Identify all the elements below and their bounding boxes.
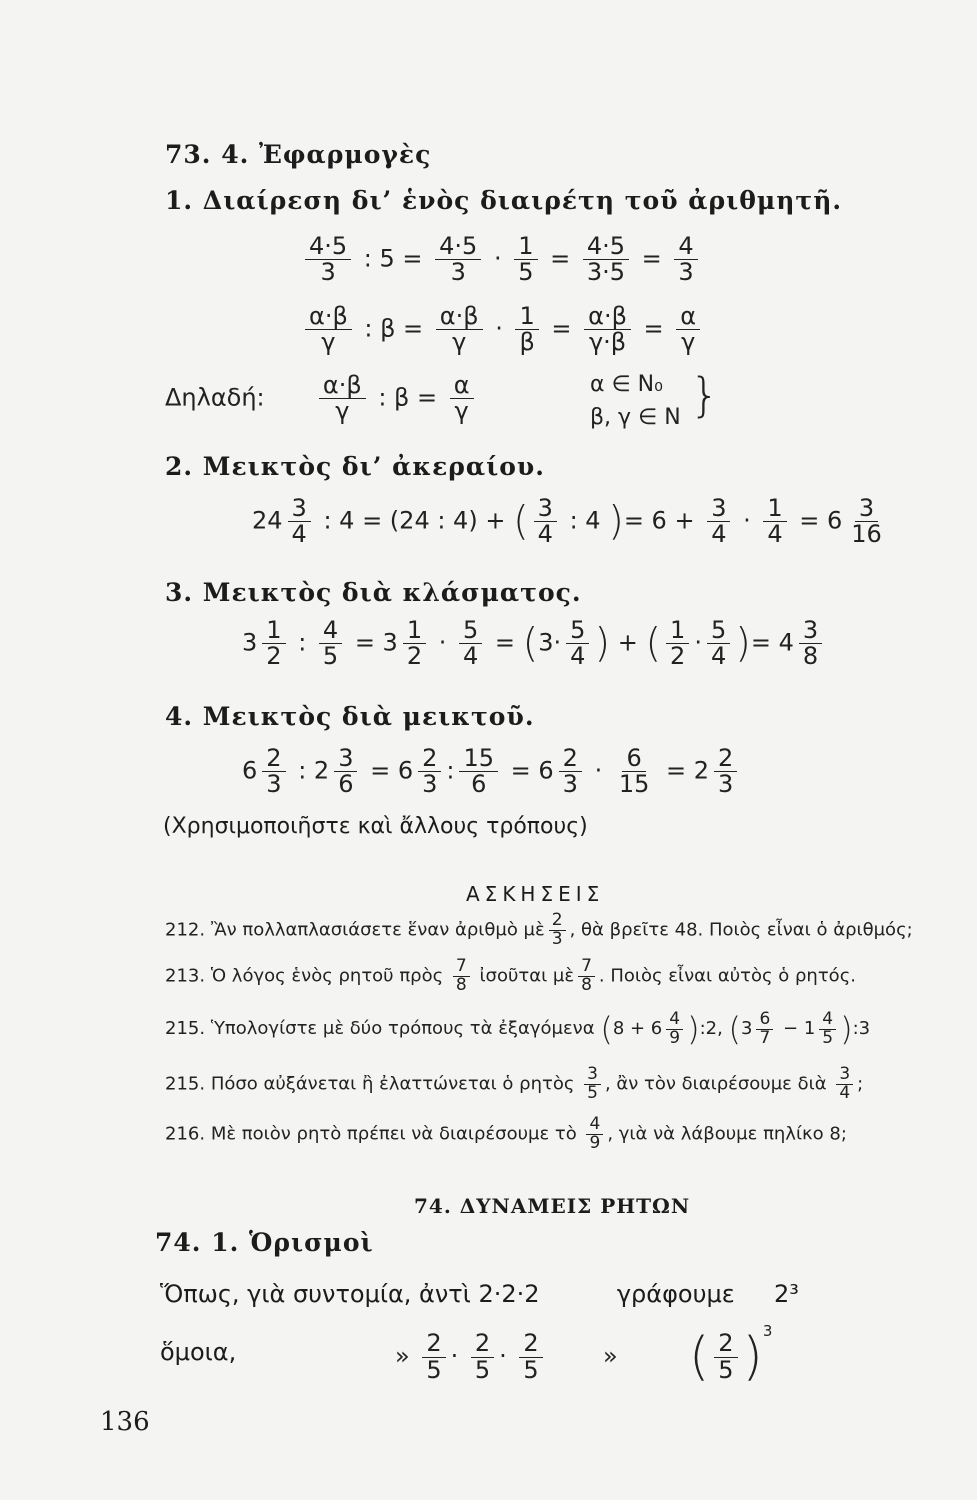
condition-a: α ∈ N₀ [590, 372, 663, 397]
formula-3: Δηλαδή: $\frac{\alpha\cdot\beta}{\gamma}$ : β = $\frac{\alpha}{\gamma}$ [165, 373, 479, 424]
definition-line-2: ὅμοια, [160, 1338, 237, 1366]
section-title: 73. 4. Ἐφαρμογὲς [165, 140, 432, 169]
exercise-number: 215. [165, 1073, 206, 1095]
section-74-title: 74. ΔΥΝΑΜΕΙΣ ΡΗΤΩΝ [414, 1194, 691, 1218]
formula-2: $\frac{\alpha\cdot\beta}{\gamma}$ : β = $\frac{\alpha\cdot\beta}{\gamma}$ · $\frac{1}{\beta}$ = $\frac{\alpha\cdot\beta}{\gamma\cdot\beta}$ = $\frac{\alpha}{\gamma}$ [300, 304, 705, 355]
exercises-title: ΑΣΚΗΣΕΙΣ [466, 882, 605, 906]
page-number: 136 [100, 1407, 150, 1437]
exercise-number: 212. [165, 919, 206, 941]
exercise-215b: 215. Πόσο αὐξάνεται ἢ ἐλαττώνεται ὁ ρητὸς $\frac{3}{5}$ , ἂν τὸν διαιρέσουμε διὰ $\frac{3}{4}$ ; [165, 1064, 864, 1103]
note-text: (Χρησιμοποιῆστε καὶ ἄλλους τρόπους) [163, 814, 588, 839]
subsection-3-title: 3. Μεικτὸς διὰ κλάσματος. [165, 578, 582, 607]
definition-line-2-formula: » $\frac{2}{5}$ · $\frac{2}{5}$ · $\frac{2}{5}$ » ( $\frac{2}{5}$ )$^3$ [395, 1322, 773, 1387]
exercise-number: 213. [165, 965, 206, 987]
show-through-text [150, 92, 156, 116]
formula-6: 6 $\frac{2}{3}$ : 2 $\frac{3}{6}$ = 6 $\frac{2}{3}$ : $\frac{15}{6}$ = 6 $\frac{2}{3}$ · $\frac{6}{15}$ = 2 $\frac{2}{3}$ [242, 746, 742, 797]
formula-1: $\frac{4\cdot 5}{3}$ : 5 = $\frac{4\cdot 5}{3}$ · $\frac{1}{5}$ = $\frac{4\cdot 5}{3\cdot 5}$ = $\frac{4}{3}$ [300, 234, 703, 285]
exercise-number: 216. [165, 1123, 206, 1145]
exercise-212: 212. Ἂν πολλαπλασιάσετε ἕναν ἀριθμὸ μὲ $\frac{2}{3}$ , θὰ βρεῖτε 48. Ποιὸς εἶναι ὁ ἀριθμός; [165, 910, 913, 949]
exercise-number: 215. [165, 1018, 206, 1039]
definition-line-1: Ὅπως, γιὰ συντομία, ἀντὶ 2·2·2 γράφουμε 2³ [160, 1280, 799, 1308]
brace-icon: } [690, 368, 720, 422]
dilady-label: Δηλαδή: [165, 383, 265, 412]
subsection-1-title: 1. Διαίρεση δι’ ἑνὸς διαιρέτη τοῦ ἀριθμητῆ. [165, 186, 843, 215]
exercise-213: 213. Ὁ λόγος ἑνὸς ρητοῦ πρὸς $\frac{7}{8}$ ἰσοῦται μὲ $\frac{7}{8}$ . Ποιὸς εἶναι αὐτὸς ὁ ρητός. [165, 956, 856, 995]
subsection-74-1-title: 74. 1. Ὁρισμοὶ [155, 1228, 374, 1257]
subsection-4-title: 4. Μεικτὸς διὰ μεικτοῦ. [165, 702, 535, 731]
exercise-215a: 215. Ὑπολογίστε μὲ δύο τρόπους τὰ ἐξαγόμενα (8 + 6 $\frac{4}{9}$ ):2, (3 $\frac{6}{7}$ − 1 $\frac{4}{5}$ ):3 [165, 1008, 871, 1048]
subsection-2-title: 2. Μεικτὸς δι’ ἀκεραίου. [165, 452, 545, 481]
exercise-216: 216. Μὲ ποιὸν ρητὸ πρέπει νὰ διαιρέσουμε τὸ $\frac{4}{9}$ , γιὰ νὰ λάβουμε πηλίκο 8; [165, 1114, 847, 1153]
formula-4: 24 $\frac{3}{4}$ : 4 = (24 : 4) + ( $\frac{3}{4}$ : 4 )= 6 + $\frac{3}{4}$ · $\frac{1}{4}$ = 6 $\frac{3}{16}$ [252, 494, 882, 549]
formula-5: 3 $\frac{1}{2}$ : $\frac{4}{5}$ = 3 $\frac{1}{2}$ · $\frac{5}{4}$ = (3· $\frac{5}{4}$ ) + ( $\frac{1}{2}$ · $\frac{5}{4}$ )= 4 $\frac{3}{8}$ [242, 618, 827, 669]
condition-b: β, γ ∈ N [590, 405, 681, 430]
